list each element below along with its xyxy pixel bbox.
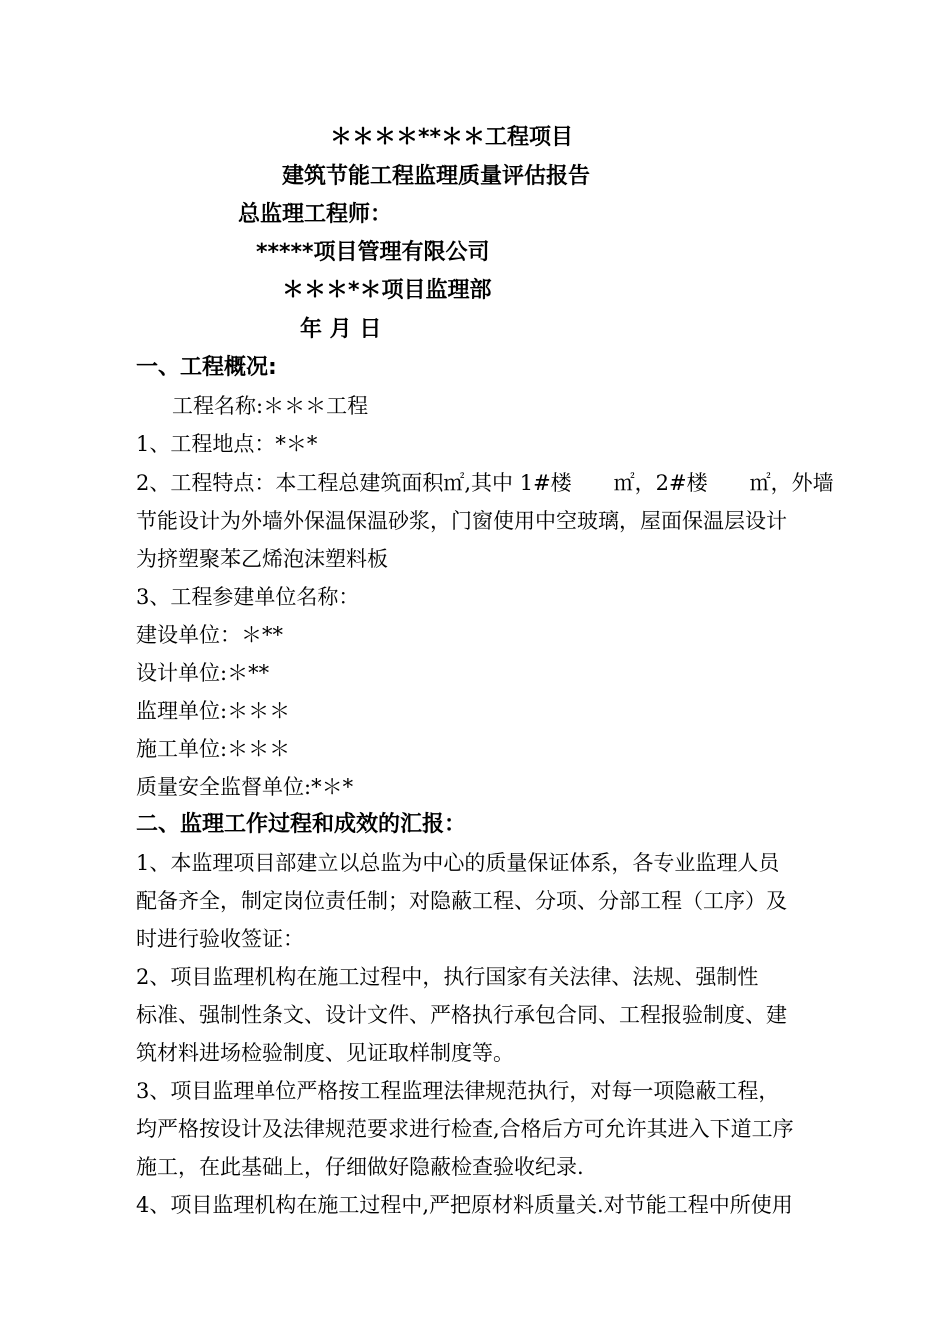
company-name: *****项目管理有限公司 xyxy=(256,240,490,265)
unit-contractor: 施工单位:＊＊＊ xyxy=(136,737,291,761)
project-features-line2: 节能设计为外墙外保温保温砂浆，门窗使用中空玻璃，屋面保温层设计 xyxy=(136,509,787,533)
department-name: ＊＊＊*＊项目监理部 xyxy=(282,278,492,303)
paragraph4-line1: 4、项目监理机构在施工过程中,严把原材料质量关.对节能工程中所使用 xyxy=(136,1193,793,1217)
report-title: 建筑节能工程监理质量评估报告 xyxy=(282,164,591,189)
unit-design: 设计单位:＊** xyxy=(136,661,270,685)
section2-heading: 二、监理工作过程和成效的汇报： xyxy=(136,812,467,837)
section1-heading: 一、工程概况: xyxy=(136,355,277,380)
unit-construction-owner: 建设单位：＊** xyxy=(136,623,283,647)
paragraph3-line3: 施工，在此基础上，仔细做好隐蔽检查验收纪录. xyxy=(136,1155,584,1179)
paragraph3-line1: 3、项目监理单位严格按工程监理法律规范执行，对每一项隐蔽工程， xyxy=(136,1079,780,1103)
paragraph1-line3: 时进行验收签证： xyxy=(136,927,304,951)
chief-engineer-label: 总监理工程师： xyxy=(238,202,393,227)
project-location: 1、工程地点：*＊* xyxy=(136,432,318,456)
paragraph2-line2: 标准、强制性条文、设计文件、严格执行承包合同、工程报验制度、建 xyxy=(136,1003,787,1027)
paragraph1-line1: 1、本监理项目部建立以总监为中心的质量保证体系，各专业监理人员 xyxy=(136,851,780,875)
paragraph1-line2: 配备齐全，制定岗位责任制；对隐蔽工程、分项、分部工程（工序）及 xyxy=(136,889,787,913)
project-name-field: 工程名称:＊＊＊工程 xyxy=(172,394,369,418)
paragraph2-line3: 筑材料进场检验制度、见证取样制度等。 xyxy=(136,1041,514,1065)
project-features-line3: 为挤塑聚苯乙烯泡沫塑料板 xyxy=(136,547,388,571)
project-name: ＊＊＊＊**＊＊工程项目 xyxy=(330,125,574,150)
project-features-line1: 2、工程特点：本工程总建筑面积㎡,其中 1#楼 ㎡，2#楼 ㎡，外墙 xyxy=(136,471,834,495)
unit-supervision: 监理单位:＊＊＊ xyxy=(136,699,291,723)
paragraph3-line2: 均严格按设计及法律规范要求进行检查,合格后方可允许其进入下道工序 xyxy=(136,1117,794,1141)
paragraph2-line1: 2、项目监理机构在施工过程中，执行国家有关法律、法规、强制性 xyxy=(136,965,759,989)
unit-quality-safety: 质量安全监督单位:*＊* xyxy=(136,775,354,799)
participating-units-heading: 3、工程参建单位名称： xyxy=(136,585,360,609)
report-date: 年 月 日 xyxy=(300,317,382,342)
